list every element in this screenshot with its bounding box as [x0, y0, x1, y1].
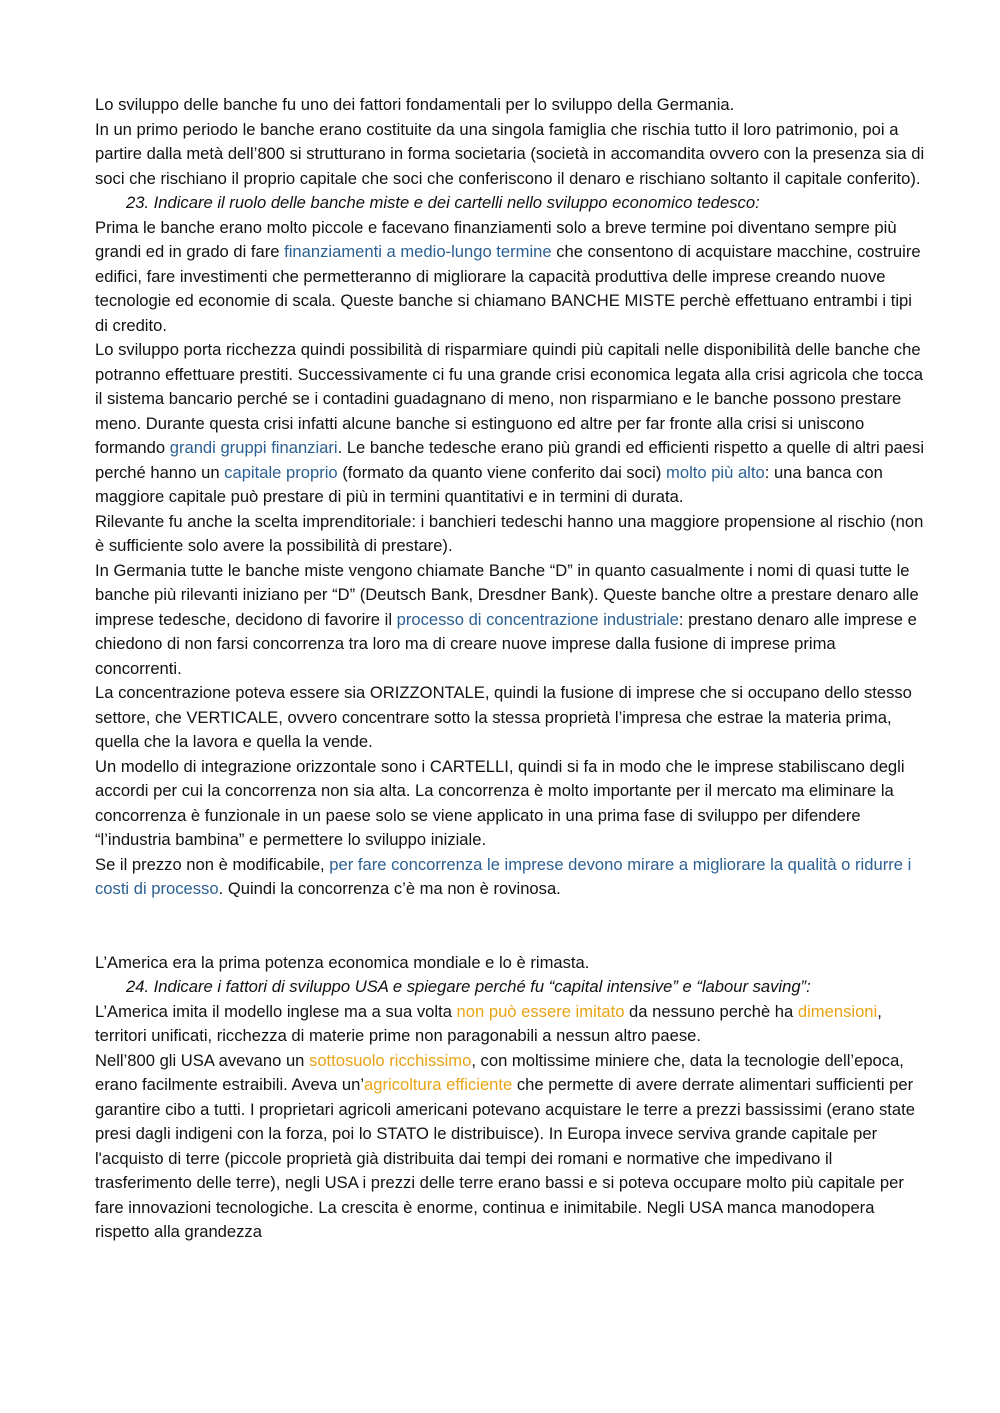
text-run: . Le banche tedesche erano più grandi ed efficienti rispetto a quelle di altri paesi perché hanno un	[95, 438, 925, 482]
section-spacer	[95, 902, 925, 951]
text-run: : una banca con maggiore capitale può prestare di più in termini quantitativi e in termini di durata.	[95, 462, 883, 506]
text-run: L’America imita il modello inglese ma a sua volta	[95, 1001, 457, 1021]
highlight-blue: per fare concorrenza le imprese devono mirare a migliorare la qualità o ridurre i costi di processo	[95, 854, 912, 898]
text-run: Nell’800 gli USA avevano un	[95, 1050, 310, 1070]
text-run: Lo sviluppo porta ricchezza quindi possibilità di risparmiare quindi più capitali nelle disponibilità delle banche che potranno effettuare prestiti. Successivamente ci fu una grande crisi economica legata alla crisi agricola che tocca il sistema bancario perché se i contadini guadagnano di meno, non risparmiano e le banche possono prestare meno. Durante questa crisi infatti alcune banche si estinguono ed altre per far fronte alla crisi si uniscono formando	[95, 340, 923, 457]
highlight-blue: finanziamenti a medio-lungo termine	[284, 242, 552, 261]
paragraph-cartels: Un modello di integrazione orizzontale sono i CARTELLI, quindi si fa in modo che le imprese stabiliscano degli accordi per cui la concorrenza non sia alta. La concorrenza è molto importante per il mercato ma eliminare la concorrenza è funzionale in un paese solo se viene applicato in una prima fase di sviluppo per difendere “l’industria bambina” e permettere lo sviluppo iniziale.	[95, 756, 905, 849]
highlight-blue: capitale proprio	[224, 462, 338, 482]
text-run: da nessuno perchè ha	[624, 1001, 798, 1021]
document-body	[95, 93, 925, 1245]
paragraph-concentration: La concentrazione poteva essere sia ORIZZONTALE, quindi la fusione di imprese che si occupano dello stesso settore, che VERTICALE, ovvero concentrare sotto la stessa proprietà l’impresa che estrae la materia prima, quella che la lavora e quella la vende.	[95, 683, 912, 751]
paragraph-intro: Lo sviluppo delle banche fu uno dei fattori fondamentali per lo sviluppo della Germania.	[95, 95, 735, 114]
paragraph-early-banks: In un primo periodo le banche erano costituite da una singola famiglia che rischia tutto il loro patrimonio, poi a partire dalla metà dell’800 si strutturano in forma societaria (società in accomandita ovvero con la presenza sia di soci che rischiano il proprio capitale che soci che conferiscono il denaro e rischiano soltanto il capitale conferito).	[95, 119, 925, 188]
paragraph-competition	[95, 853, 925, 902]
text-run: , con moltissime miniere che, data la tecnologie dell’epoca, erano facilmente estraibili. Aveva un’	[95, 1050, 904, 1094]
text-run: che permette di avere derrate alimentari sufficienti per garantire cibo a tutti. I proprietari agricoli americani potevano acquistare le terre a prezzi bassissimi (erano state presi dagli indigeni con la forza, poi lo STATO le distribuisce). In Europa invece serviva grande capitale per l'acquisto di terre (piccole proprietà già distribuita dai tempi dei romani e normative che impedivano il trasferimento delle terre), negli USA i prezzi delle terre erano bassi e si poteva occupare molto più capitale per fare innovazioni tecnologiche. La crescita è enorme, continua e inimitabile. Negli USA manca manodopera rispetto alla grandezza	[95, 1075, 915, 1241]
text-run: Se il prezzo non è modificabile,	[95, 854, 330, 874]
paragraph-mixed-banks	[95, 216, 925, 339]
text-run: In Germania tutte le banche miste vengono chiamate Banche “D” in quanto casualmente i nomi di quasi tutte le banche più rilevanti iniziano per “D” (Deutsch Bank, Dresdner Bank). Queste banche oltre a prestare denaro alle imprese tedesche, decidono di favorire il	[95, 560, 919, 629]
highlight-blue: processo di concentrazione industriale	[396, 609, 679, 629]
paragraph-risk: Rilevante fu anche la scelta imprenditoriale: i banchieri tedeschi hanno una maggiore propensione al rischio (non è sufficiente solo avere la possibilità di prestare).	[95, 511, 924, 555]
text-run: . Quindi la concorrenza c’è ma non è rovinosa.	[218, 879, 561, 898]
highlight-orange: agricoltura efficiente	[364, 1075, 513, 1094]
highlight-blue: grandi gruppi finanziari	[169, 438, 338, 457]
text-run: Prima le banche erano molto piccole e facevano finanziamenti solo a breve termine poi diventano sempre più grandi ed in grado di fare	[95, 217, 897, 261]
highlight-orange: dimensioni	[797, 1001, 878, 1021]
text-run: : prestano denaro alle imprese e chiedono di non farsi concorrenza tra loro ma di creare nuove imprese dalla fusione di imprese prima concorrenti.	[95, 609, 917, 678]
text-run: , territori unificati, ricchezza di materie prime non paragonabili a nessun altro paese.	[95, 1001, 882, 1045]
paragraph-crisis	[95, 338, 925, 510]
paragraph-banche-d	[95, 559, 925, 682]
highlight-blue: molto più alto	[666, 462, 765, 482]
paragraph-usa-model	[95, 1000, 925, 1049]
question-23-heading: 23. Indicare il ruolo delle banche miste e dei cartelli nello sviluppo economico tedesco:	[126, 193, 760, 212]
text-run: (formato da quanto viene conferito dai soci)	[337, 462, 667, 482]
highlight-orange: non può essere imitato	[456, 1001, 625, 1021]
paragraph-america: L’America era la prima potenza economica mondiale e lo è rimasta.	[95, 952, 590, 972]
question-24-heading: 24. Indicare i fattori di sviluppo USA e spiegare perché fu “capital intensive” e “labour saving”:	[126, 977, 811, 996]
highlight-orange: sottosuolo ricchissimo	[309, 1050, 472, 1070]
text-run: che consentono di acquistare macchine, costruire edifici, fare investimenti che permetteranno di migliorare la capacità produttiva delle imprese creando nuove tecnologie ed economie di scala. Queste banche si chiamano BANCHE MISTE perchè effettuano entrambi i tipi di credito.	[95, 242, 921, 335]
paragraph-usa-resources	[95, 1049, 925, 1245]
